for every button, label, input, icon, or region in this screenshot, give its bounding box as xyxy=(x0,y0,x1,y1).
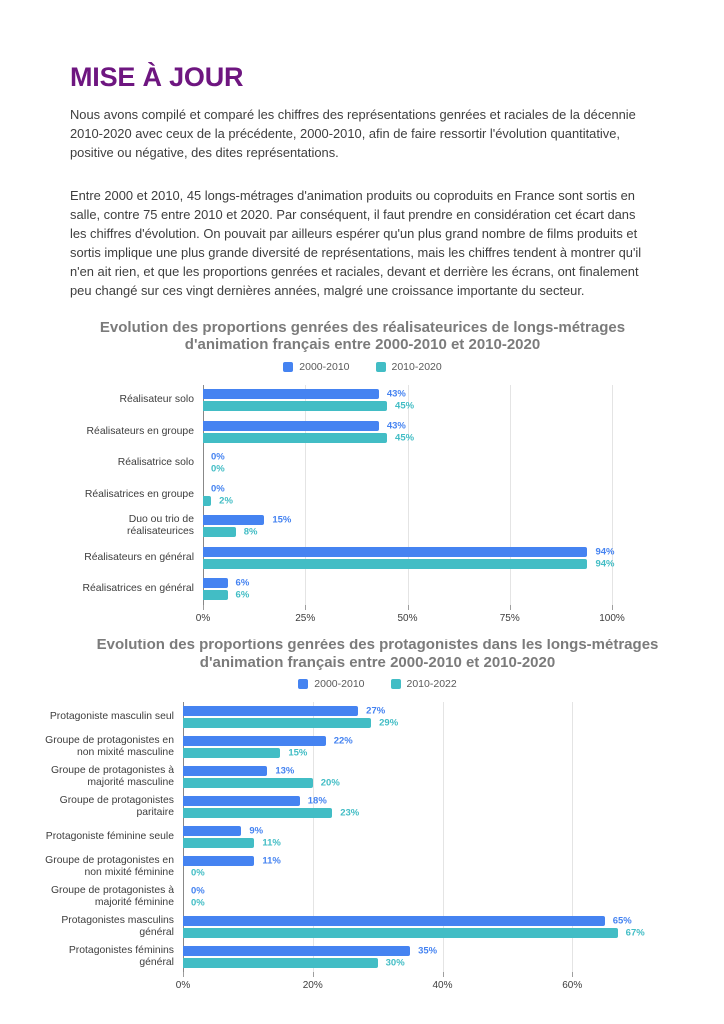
x-axis xyxy=(195,605,625,631)
bar-value-label: 20% xyxy=(320,777,340,789)
bar-group xyxy=(203,416,612,448)
axis-tick-label: 0% xyxy=(175,980,191,992)
chart-directors-gender xyxy=(70,319,655,632)
axis-tick xyxy=(612,605,613,610)
category-label: Protagoniste masculin seul xyxy=(49,711,174,723)
bar xyxy=(183,808,332,818)
bar xyxy=(203,496,211,506)
category-label: Réalisatrices en groupe xyxy=(84,488,194,500)
category-axis xyxy=(45,702,183,998)
bar-group xyxy=(183,912,702,942)
bar-line xyxy=(183,826,702,836)
chart-title: Evolution des proportions genrées des réalisateurices de longs-métrages d'animation français entre 2000-2010 et 2010-2020 xyxy=(99,318,626,354)
bar-value-label: 67% xyxy=(625,927,645,939)
bar-line xyxy=(183,766,702,776)
axis-tick-label: 75% xyxy=(499,613,520,625)
gridline xyxy=(612,385,613,606)
chart-title: Evolution des proportions genrées des protagonistes dans les longs-métrages d'animation français entre 2000-2010 et 2010-2020 xyxy=(96,639,659,671)
axis-tick-label: 25% xyxy=(295,613,316,625)
bar-value-label: 2% xyxy=(219,495,233,507)
plot-area xyxy=(175,702,702,998)
plot-area xyxy=(195,385,625,632)
bar-line xyxy=(183,958,702,968)
bar xyxy=(183,958,378,968)
axis-tick xyxy=(572,972,573,977)
bar-group xyxy=(183,762,702,792)
bar xyxy=(183,736,326,746)
bar-value-label: 9% xyxy=(249,825,264,837)
bar-value-label: 23% xyxy=(340,807,360,819)
bar-value-label: 0% xyxy=(191,867,205,879)
bar xyxy=(183,856,254,866)
category-label: Réalisateur solo xyxy=(119,394,194,406)
bar xyxy=(203,515,264,525)
bar-value-label: 0% xyxy=(191,885,205,897)
bars-area xyxy=(183,702,702,972)
bar-value-label: 43% xyxy=(386,420,406,432)
bar-value-label: 65% xyxy=(612,915,632,927)
bar-group xyxy=(183,852,702,882)
bar-line xyxy=(203,546,615,558)
bar-group xyxy=(183,732,702,762)
axis-tick-label: 100% xyxy=(599,613,625,625)
bar xyxy=(203,401,387,411)
bar-value-label: 13% xyxy=(275,765,295,777)
bar xyxy=(183,826,241,836)
bar-value-label: 0% xyxy=(211,451,225,463)
bar-line xyxy=(203,389,612,399)
bar-value-label: 11% xyxy=(262,837,281,849)
legend-label: 2010-2022 xyxy=(406,678,457,691)
bar-value-label: 0% xyxy=(211,483,225,495)
bar xyxy=(183,706,358,716)
axis-tick xyxy=(183,972,184,977)
legend-item xyxy=(391,678,457,690)
axis-tick xyxy=(443,972,444,977)
bar xyxy=(183,796,300,806)
bar-line xyxy=(203,484,612,494)
bar-line xyxy=(183,916,702,926)
bar xyxy=(203,590,228,600)
chart-plot xyxy=(70,385,655,632)
bar-line xyxy=(183,736,702,746)
category-label: Groupe de protagonistes à majorité féminine xyxy=(50,885,174,909)
intro-paragraph-1: Nous avons compilé et comparé les chiffres des représentations genrées et raciales de la décennie 2010-2020 avec ceux de la précédente, 2000-2010, afin de faire ressortir l'évolution quantitative, positive ou négative, des dites représentations. xyxy=(70,106,636,160)
legend-swatch xyxy=(283,362,293,372)
axis-tick xyxy=(408,605,409,610)
bar-line xyxy=(183,856,702,866)
bar-value-label: 45% xyxy=(395,400,415,412)
bar-value-label: 30% xyxy=(385,957,405,969)
bar-line xyxy=(203,421,612,431)
bar-line xyxy=(203,578,612,588)
bar-line xyxy=(203,558,615,570)
chart-legend xyxy=(70,361,655,373)
bar-value-label: 11% xyxy=(262,855,281,867)
bar-group xyxy=(203,479,612,511)
bar-group xyxy=(203,511,612,543)
bar xyxy=(203,578,228,588)
bar-value-label: 22% xyxy=(333,735,353,747)
bar-value-label: 45% xyxy=(395,432,415,444)
legend-item xyxy=(283,361,349,373)
category-label: Groupe de protagonistes en non mixité masculine xyxy=(45,735,174,759)
category-label: Réalisatrices en général xyxy=(82,583,194,595)
bar xyxy=(183,928,618,938)
axis-tick-label: 40% xyxy=(432,980,453,992)
bar xyxy=(203,389,379,399)
bar-group xyxy=(183,882,702,912)
bar-value-label: 43% xyxy=(386,388,406,400)
bar-line xyxy=(203,515,612,525)
bar-line xyxy=(203,464,612,474)
bar-line xyxy=(183,838,702,848)
bar xyxy=(183,916,605,926)
legend-swatch xyxy=(298,679,308,689)
legend-label: 2010-2020 xyxy=(391,360,442,373)
category-label: Réalisateurs en groupe xyxy=(86,425,194,437)
legend-swatch xyxy=(376,362,386,372)
intro-paragraph-2: Entre 2000 et 2010, 45 longs-métrages d'animation produits ou coproduits en France sont sortis en salle, contre 75 entre 2010 et 2020. Par conséquent, il faut prendre en considération cet écart dans les chiffres d'évolution. On pouvait par ailleurs espérer qu'un plus grand nombre de films produits et sortis implique une plus grande diversité de représentations, mais les chiffres tendent à montrer qu'il n'en ait rien, et que les proportions genrées et raciales, devant et derrière les écrans, ont finalement peu changé sur ces vingt dernières années, malgré une croissance importante du secteur. xyxy=(70,187,642,298)
bar-line xyxy=(183,898,702,908)
bar xyxy=(203,421,379,431)
axis-tick-label: 20% xyxy=(302,980,323,992)
bar-line xyxy=(183,946,702,956)
chart-title-clip xyxy=(70,639,685,671)
bar-line xyxy=(183,748,702,758)
bar xyxy=(203,527,236,537)
bar-group xyxy=(203,542,615,574)
bar-value-label: 6% xyxy=(235,589,250,601)
chart-legend xyxy=(45,678,710,690)
bar xyxy=(183,778,313,788)
page-title: MISE À JOUR xyxy=(70,62,244,92)
bar-value-label: 15% xyxy=(272,514,292,526)
bar-value-label: 15% xyxy=(288,747,308,759)
bar-value-label: 94% xyxy=(595,558,615,570)
bar-value-label: 0% xyxy=(191,897,205,909)
category-label: Protagonistes masculins général xyxy=(61,915,174,939)
legend-item xyxy=(298,678,364,690)
bar-line xyxy=(183,778,702,788)
axis-tick xyxy=(203,605,204,610)
axis-tick-label: 60% xyxy=(562,980,583,992)
bar-line xyxy=(203,496,612,506)
bar-group xyxy=(183,822,702,852)
bar-line xyxy=(203,401,612,411)
category-label: Groupe de protagonistes à majorité masculine xyxy=(50,765,174,789)
bar-value-label: 27% xyxy=(366,705,386,717)
bar-line xyxy=(183,718,702,728)
bar-line xyxy=(183,868,702,878)
bar-line xyxy=(183,886,702,896)
axis-tick xyxy=(305,605,306,610)
category-axis xyxy=(70,385,203,632)
bar-group xyxy=(203,385,612,417)
legend-label: 2000-2010 xyxy=(299,360,350,373)
category-label: Groupe de protagonistes en non mixité féminine xyxy=(45,855,174,879)
chart-protagonists-gender xyxy=(45,639,710,998)
bar-line xyxy=(203,452,612,462)
legend-item xyxy=(376,361,442,373)
bar-line xyxy=(183,706,702,716)
bar-value-label: 29% xyxy=(379,717,399,729)
bars-area xyxy=(203,385,615,606)
legend-swatch xyxy=(391,679,401,689)
bar xyxy=(183,748,280,758)
bar-line xyxy=(183,796,702,806)
axis-tick xyxy=(510,605,511,610)
bar-value-label: 6% xyxy=(235,577,250,589)
axis-tick-label: 50% xyxy=(397,613,418,625)
bar-value-label: 18% xyxy=(307,795,327,807)
axis-tick xyxy=(313,972,314,977)
bar-value-label: 35% xyxy=(418,945,438,957)
bar xyxy=(183,766,267,776)
bar-line xyxy=(183,808,702,818)
bar xyxy=(203,433,387,443)
bar xyxy=(183,718,371,728)
bar-group xyxy=(203,448,612,480)
category-label: Réalisateurs en général xyxy=(84,551,194,563)
bar-value-label: 8% xyxy=(243,526,258,538)
bar-value-label: 0% xyxy=(211,463,225,475)
bar-value-label: 94% xyxy=(595,546,615,558)
category-label: Protagonistes féminins général xyxy=(68,945,174,969)
bar-line xyxy=(203,433,612,443)
bar-group xyxy=(183,942,702,972)
category-label: Duo ou trio de réalisateurices xyxy=(127,514,194,538)
bar xyxy=(203,547,587,557)
bar xyxy=(183,838,254,848)
legend-label: 2000-2010 xyxy=(314,678,365,691)
category-label: Groupe de protagonistes paritaire xyxy=(59,795,174,819)
axis-tick-label: 0% xyxy=(195,613,211,625)
bar xyxy=(183,946,410,956)
bar-group xyxy=(203,574,612,606)
category-label: Réalisatrice solo xyxy=(117,457,194,469)
bar-line xyxy=(203,527,612,537)
x-axis xyxy=(175,972,702,998)
category-label: Protagoniste féminine seule xyxy=(45,831,174,843)
bar-group xyxy=(183,702,702,732)
bar-line xyxy=(183,928,702,938)
chart-plot xyxy=(45,702,710,998)
bar-group xyxy=(183,792,702,822)
bar-line xyxy=(203,590,612,600)
bar xyxy=(203,559,587,569)
